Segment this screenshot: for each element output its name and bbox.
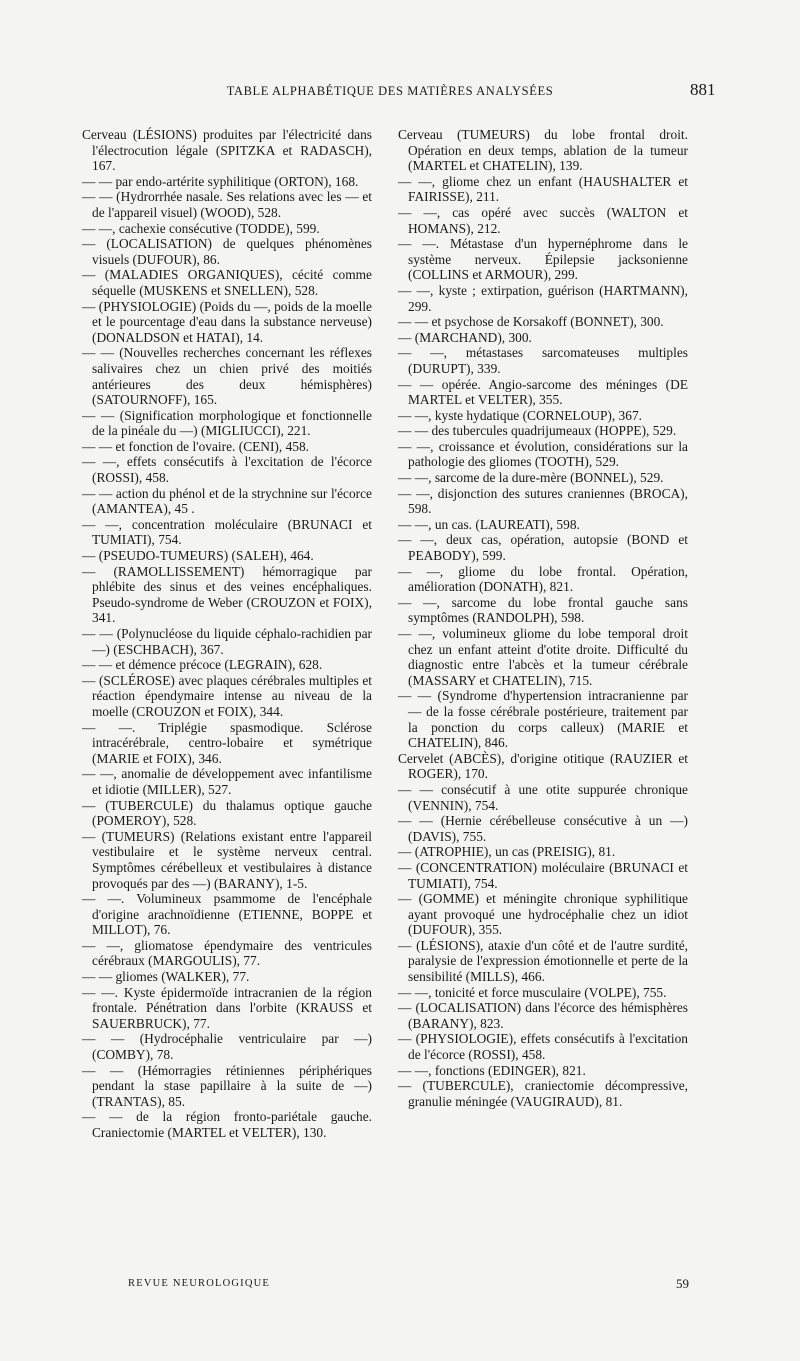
page-number: 881 [690, 80, 716, 99]
index-entry: — — par endo-artérite syphilitique (ORTON), 168. [82, 173, 359, 189]
index-entry: — —, kyste hydatique (CORNELOUP), 367. [398, 407, 642, 423]
index-entry: — — et démence précoce (LEGRAIN), 628. [82, 657, 323, 673]
index-entry: — — et psychose de Korsakoff (BONNET), 300. [398, 314, 664, 330]
journal-footer: REVUE NEUROLOGIQUE [128, 1278, 271, 1289]
index-entry: — —, cachexie consécutive (TODDE), 599. [82, 220, 320, 236]
index-entry: — (PHYSIOLOGIE), effets consécutifs à l'excitation de l'écorce (ROSSI), 458. [398, 1031, 688, 1063]
index-entry: — — (Hémorragies rétiniennes périphériques pendant la stase papillaire à la suite de —) (TRANTAS), 85. [82, 1062, 372, 1109]
index-entry: — (ATROPHIE), un cas (PREISIG), 81. [398, 844, 616, 860]
index-entry: — —, gliome chez un enfant (HAUSHALTER et FAIRISSE), 211. [398, 173, 688, 205]
index-entry: — (RAMOLLISSEMENT) hémorragique par phlébite des sinus et des veines encéphaliques. Pseudo-syndrome de Weber (CROUZON et FOIX), 341. [82, 563, 372, 626]
index-entry: — —, volumineux gliome du lobe temporal droit chez un enfant atteint d'otite droite. Difficulté du diagnostic entre l'abcès et la tumeur cérébrale (MASSARY et CHATELIN), 715. [398, 626, 688, 688]
index-entry: — (GOMME) et méningite chronique syphilitique ayant provoqué une hydrocéphalie chez un idiot (DUFOUR), 355. [398, 891, 688, 938]
index-entry: — —, métastases sarcomateuses multiples (DURUPT), 339. [398, 345, 688, 376]
signature-number: 59 [676, 1276, 689, 1291]
index-entry: — — de la région fronto-pariétale gauche. Craniectomie (MARTEL et VELTER), 130. [82, 1109, 372, 1140]
index-entry: — — action du phénol et de la strychnine sur l'écorce (AMANTEA), 45 . [82, 485, 372, 517]
index-entry: — — et fonction de l'ovaire. (CENI), 458. [82, 438, 310, 454]
index-entry: — —, concentration moléculaire (BRUNACI et TUMIATI), 754. [82, 516, 372, 548]
index-entry: — (MARCHAND), 300. [398, 329, 532, 345]
index-entry: — — (Syndrome d'hypertension intracranienne par — de la fosse cérébrale postérieure, traitement par la ponction du corps calleux) (MARIE et CHATELIN), 846. [398, 688, 688, 751]
index-entry: — —. Métastase d'un hypernéphrome dans le système nerveux. Épilepsie jacksonienne (COLLINS et ARMOUR), 299. [398, 236, 688, 283]
index-entry: — — (Hydrocéphalie ventriculaire par —) (COMBY), 78. [82, 1031, 372, 1063]
index-entry: — —, sarcome du lobe frontal gauche sans symptômes (RANDOLPH), 598. [398, 594, 688, 626]
index-entry: — —, cas opéré avec succès (WALTON et HOMANS), 212. [398, 204, 688, 236]
index-entry: — —, effets consécutifs à l'excitation de l'écorce (ROSSI), 458. [82, 454, 372, 486]
index-entry: — — (Nouvelles recherches concernant les réflexes salivaires chez un chien privé des moitiés antérieures des deux hémisphères) (SATOURNOFF), 165. [82, 345, 372, 408]
index-entry: — —, gliomatose épendymaire des ventricules cérébraux (MARGOULIS), 77. [82, 937, 372, 969]
index-entry: — —, un cas. (LAUREATI), 598. [398, 516, 580, 532]
index-entry: — (SCLÉROSE) avec plaques cérébrales multiples et réaction épendymaire intense au niveau de la moelle (CROUZON et FOIX), 344. [82, 672, 372, 719]
index-entry: — — (Signification morphologique et fonctionnelle de la pinéale du —) (MIGLIUCCI), 221. [82, 407, 372, 439]
index-entry: — (TUMEURS) (Relations existant entre l'appareil vestibulaire et le système nerveux central. Symptômes cérébelleux et vestibulaires à distance provoqués par des —) (BARANY), 1-5. [82, 828, 372, 891]
index-entry: — —, fonctions (EDINGER), 821. [398, 1062, 586, 1078]
index-entry: — — (Hydrorrhée nasale. Ses relations avec les — et de l'appareil visuel) (WOOD), 528. [82, 189, 372, 220]
index-entry: — —, sarcome de la dure-mère (BONNEL), 529. [398, 470, 664, 486]
index-entry: — — (Hernie cérébelleuse consécutive à un —) (DAVIS), 755. [398, 813, 688, 844]
index-entry: — (MALADIES ORGANIQUES), cécité comme séquelle (MUSKENS et SNELLEN), 528. [82, 267, 372, 298]
index-entry: — —. Kyste épidermoïde intracranien de la région frontale. Pénétration dans l'orbite (KRAUSS et SAUERBRUCK), 77. [82, 984, 372, 1031]
right-column [398, 127, 688, 1109]
index-entry: — — consécutif à une otite suppurée chronique (VENNIN), 754. [398, 781, 688, 813]
index-entry: — — des tubercules quadrijumeaux (HOPPE), 529. [398, 423, 677, 439]
index-entry: — (LOCALISATION) dans l'écorce des hémisphères (BARANY), 823. [398, 1000, 688, 1031]
index-entry: — (PHYSIOLOGIE) (Poids du —, poids de la moelle et le pourcentage d'eau dans la substance nerveuse) (DONALDSON et HATAI), 14. [82, 298, 372, 345]
index-entry: — —, disjonction des sutures craniennes (BROCA), 598. [398, 485, 688, 517]
running-title: TABLE ALPHABÉTIQUE DES MATIÈRES ANALYSÉES [226, 84, 554, 98]
index-entry: — (PSEUDO-TUMEURS) (SALEH), 464. [82, 548, 314, 564]
index-entry: Cervelet (ABCÈS), d'origine otitique (RAUZIER et ROGER), 170. [398, 750, 688, 782]
index-entry: — —, deux cas, opération, autopsie (BOND et PEABODY), 599. [398, 532, 688, 564]
index-entry: — —, anomalie de développement avec infantilisme et idiotie (MILLER), 527. [82, 766, 372, 797]
index-entry: Cerveau (TUMEURS) du lobe frontal droit. Opération en deux temps, ablation de la tumeur (MARTEL et CHATELIN), 139. [398, 127, 688, 174]
index-entry: — —, tonicité et force musculaire (VOLPE), 755. [398, 984, 667, 1000]
index-entry: — (CONCENTRATION) moléculaire (BRUNACI et TUMIATI), 754. [398, 859, 688, 891]
index-entry: — (TUBERCULE) du thalamus optique gauche (POMEROY), 528. [82, 797, 372, 829]
index-entry: — —. Triplégie spasmodique. Sclérose intracérébrale, centro-lobaire et symétrique (MARIE et FOIX), 346. [82, 719, 372, 766]
index-entry: — — gliomes (WALKER), 77. [82, 969, 250, 985]
index-entry: — (TUBERCULE), craniectomie décompressive, granulie méningée (VAUGIRAUD), 81. [398, 1078, 688, 1109]
index-entry: Cerveau (LÉSIONS) produites par l'électricité dans l'électrocution légale (SPITZKA et RADASCH), 167. [82, 127, 372, 174]
index-entry: — —, kyste ; extirpation, guérison (HARTMANN), 299. [398, 282, 688, 314]
index-entry: — — (Polynucléose du liquide céphalo-rachidien par —) (ESCHBACH), 367. [82, 626, 372, 657]
index-entry: — —, gliome du lobe frontal. Opération, amélioration (DONATH), 821. [398, 563, 688, 595]
index-entry: — — opérée. Angio-sarcome des méninges (DE MARTEL et VELTER), 355. [398, 376, 688, 408]
index-entry: — (LÉSIONS), ataxie d'un côté et de l'autre surdité, paralysie de l'expression émotionnelle et perte de la sensibilité (MILLS), 466. [398, 937, 688, 985]
index-entry: — —. Volumineux psammome de l'encéphale d'origine arachnoïdienne (ETIENNE, BOPPE et MILLOT), 76. [82, 891, 372, 938]
index-entry: — —, croissance et évolution, considérations sur la pathologie des gliomes (TOOTH), 529. [398, 438, 688, 470]
left-column [82, 127, 372, 1141]
index-entry: — (LOCALISATION) de quelques phénomènes visuels (DUFOUR), 86. [82, 236, 372, 267]
